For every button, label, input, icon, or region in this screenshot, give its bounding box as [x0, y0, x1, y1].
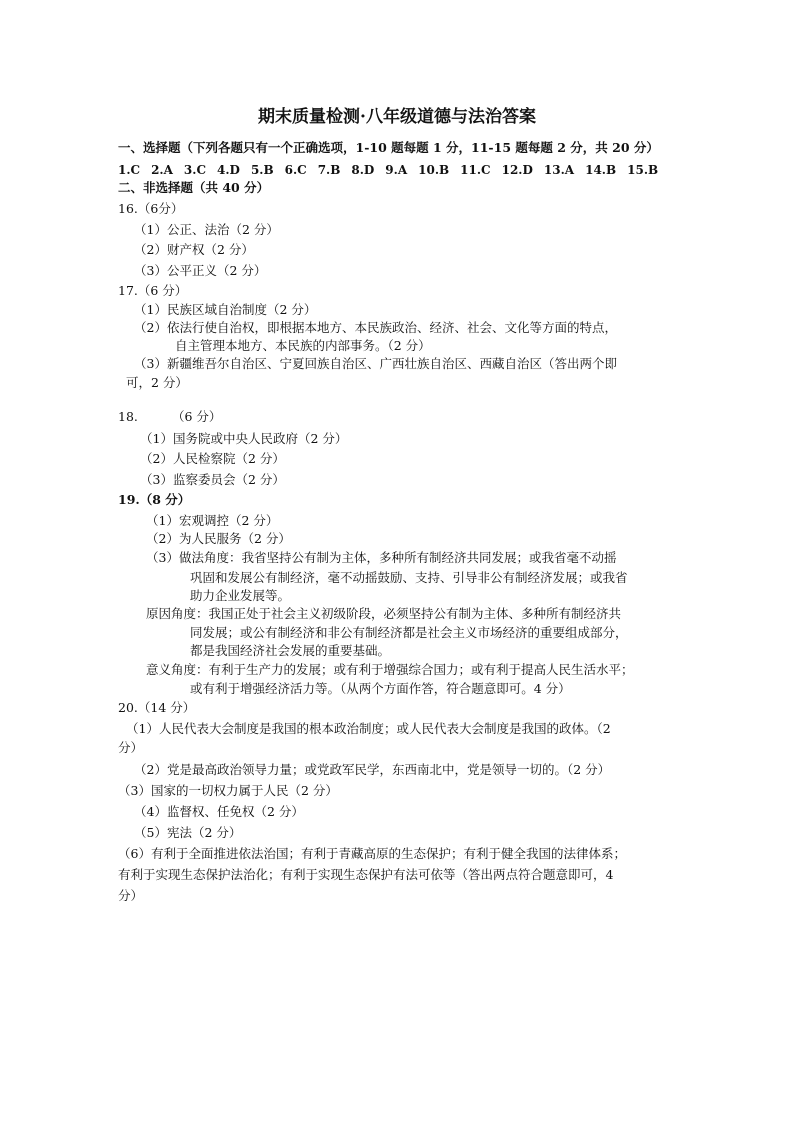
q20-answer-5: （5）宪法（2 分）	[134, 825, 242, 840]
q17-answer-2: （2）依法行使自治权，即根据本地方、本民族政治、经济、社会、文化等方面的特点，	[134, 320, 617, 335]
q20-answer-1: （1）人民代表大会制度是我国的根本政治制度；或人民代表大会制度是我国的政体。（2	[126, 721, 611, 736]
q18-answer-3: （3）监察委员会（2 分）	[140, 472, 285, 487]
answer-item: 3.C	[183, 163, 206, 177]
q19-reason-cont2: 都是我国经济社会发展的重要基础。	[190, 643, 391, 658]
answer-item: 6.C	[284, 163, 307, 177]
q19-answer-1: （1）宏观调控（2 分）	[146, 513, 279, 528]
q19-significance: 意义角度：有利于生产力的发展；或有利于增强综合国力；或有利于提高人民生活水平；	[146, 662, 634, 677]
q18-answer-1: （1）国务院或中央人民政府（2 分）	[140, 431, 348, 446]
q16-answer-1: （1）公正、法治（2 分）	[134, 222, 279, 237]
answer-item: 13.A	[543, 163, 575, 177]
q19-answer-2: （2）为人民服务（2 分）	[146, 531, 291, 546]
q19-answer-3: （3）做法角度：我省坚持公有制为主体，多种所有制经济共同发展；或我省毫不动摇	[146, 550, 617, 565]
section1-heading: 一、选择题（下列各题只有一个正确选项，1-10 题每题 1 分，11-15 题每题 2 分，共 20 分）	[118, 140, 659, 155]
q17-answer-1: （1）民族区域自治制度（2 分）	[134, 302, 317, 317]
answer-item: 14.B	[585, 163, 617, 177]
q17-answer-2-cont: 自主管理本地方、本民族的内部事务。（2 分）	[175, 338, 431, 353]
q20-answer-6-cont: 有利于实现生态保护法治化；有利于实现生态保护有法可依等（答出两点符合题意即可，4	[118, 867, 614, 882]
choice-answers	[118, 161, 669, 179]
q20-heading: 20.（14 分）	[118, 700, 196, 715]
answer-item: 7.B	[317, 163, 341, 177]
section2-heading: 二、非选择题（共 40 分）	[118, 180, 270, 195]
q20-answer-4: （4）监督权、任免权（2 分）	[134, 804, 304, 819]
q20-answer-1-cont: 分）	[118, 740, 144, 755]
q19-reason-cont: 同发展；或公有制经济和非公有制经济都是社会主义市场经济的重要组成部分，	[190, 625, 628, 640]
answer-item: 1.C	[118, 163, 141, 177]
q20-answer-6: （6）有利于全面推进依法治国；有利于青藏高原的生态保护；有利于健全我国的法律体系；	[118, 846, 626, 861]
answer-item: 8.D	[351, 163, 375, 177]
q18-answer-2: （2）人民检察院（2 分）	[140, 451, 285, 466]
q20-answer-2: （2）党是最高政治领导力量；或党政军民学，东西南北中，党是领导一切的。（2 分）	[134, 762, 611, 777]
q18-score: （6 分）	[172, 409, 222, 424]
q16-answer-2: （2）财产权（2 分）	[134, 242, 254, 257]
q19-reason: 原因角度：我国正处于社会主义初级阶段，必须坚持公有制为主体、多种所有制经济共	[146, 606, 622, 621]
answer-item: 2.A	[151, 163, 173, 177]
q20-answer-6-cont2: 分）	[118, 888, 144, 903]
answer-item: 12.D	[501, 163, 533, 177]
q16-heading: 16.（6分）	[118, 201, 184, 216]
q19-significance-cont: 或有利于增强经济活力等。（从两个方面作答，符合题意即可。4 分）	[190, 681, 571, 696]
q17-answer-3-cont: 可，2 分）	[126, 375, 188, 390]
q19-answer-3-cont: 巩固和发展公有制经济，毫不动摇鼓励、支持、引导非公有制经济发展；或我省	[190, 570, 628, 585]
q20-answer-3: （3）国家的一切权力属于人民（2 分）	[118, 783, 338, 798]
q16-answer-3: （3）公平正义（2 分）	[134, 263, 267, 278]
q18-number: 18.	[118, 409, 138, 424]
page-title: 期末质量检测·八年级道德与法治答案	[258, 107, 536, 127]
q17-heading: 17.（6 分）	[118, 283, 188, 298]
q17-answer-3: （3）新疆维吾尔自治区、宁夏回族自治区、广西壮族自治区、西藏自治区（答出两个即	[134, 356, 617, 371]
answer-item: 9.A	[385, 163, 408, 177]
answer-item: 11.C	[460, 163, 491, 177]
answer-item: 4.D	[217, 163, 240, 177]
answer-item: 10.B	[418, 163, 450, 177]
q19-answer-3-cont2: 助力企业发展等。	[190, 588, 291, 603]
answer-item: 5.B	[250, 163, 274, 177]
q19-heading: 19.（8 分）	[118, 492, 191, 507]
answer-item: 15.B	[627, 163, 659, 177]
